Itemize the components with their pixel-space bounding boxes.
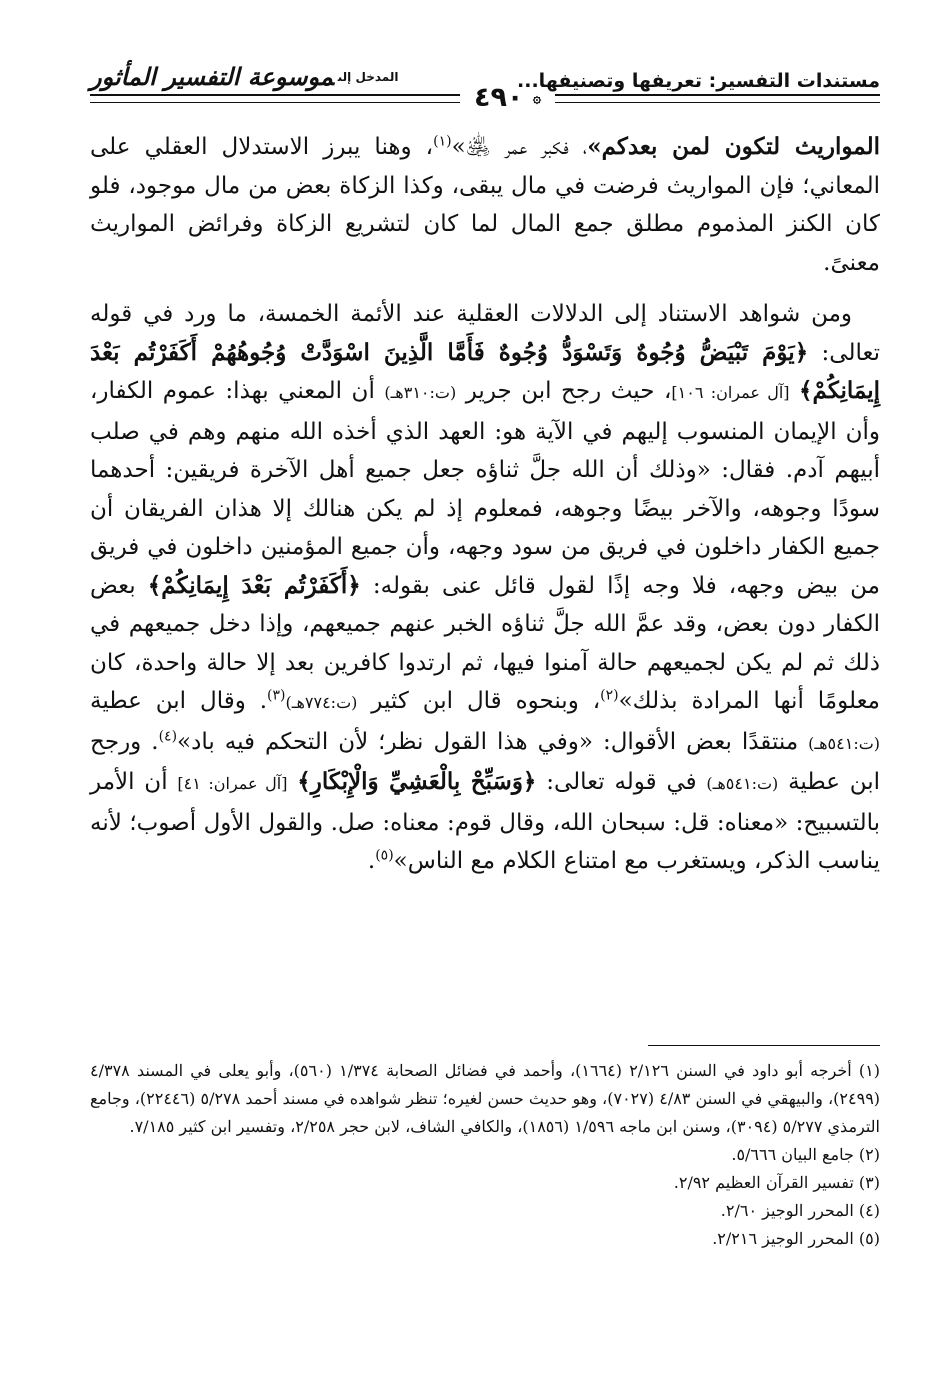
book-title <box>90 62 398 91</box>
death-date: (ت:٥٤١هـ) <box>808 733 881 753</box>
death-date: (ت:٣١٠هـ) <box>384 383 457 402</box>
death-date: (ت:٥٤١هـ) <box>706 774 779 793</box>
quran-verse-3: ﴿وَسَبِّحْ بِالْعَشِيِّ وَالْإِبْكَارِ﴾ <box>297 768 537 795</box>
footnote-3: (٣) تفسير القرآن العظيم ٢/٩٢. <box>673 1173 880 1192</box>
death-date: (ت:٧٧٤هـ) <box>285 693 358 712</box>
footnote-2: (٢) جامع البيان ٥/٦٦٦. <box>731 1145 880 1164</box>
footnotes <box>90 1057 880 1253</box>
paragraph-2: ومن شواهد الاستناد إلى الدلالات العقلية عند الأئمة الخمسة، ما ورد في قوله تعالى: ﴿يَوْمَ تَبْيَضُّ وُجُوهٌ وَتَسْوَدُّ وُجُوهٌ فَأَمَّا الَّذِينَ اسْوَدَّتْ وُجُوهُهُمْ أَكَفَرْتُم بَعْدَ إِيمَانِكُمْ﴾ [آل عمران: ١٠٦]، حيث رجح ابن جرير (ت:٣١٠هـ) أن المعني بهذا: عموم الكفار، وأن الإيمان المنسوب إليهم في الآية هو: العهد الذي أخذه الله منهم وهم في صلب أبيهم آدم. فقال: «وذلك أن الله جلَّ ثناؤه جعل جميع أهل الآخرة فريقين: أحدهما سودًا وجوهه، والآخر بيضًا وجوهه، فمعلوم إذ لم يكن هنالك إلا هذان الفريقان أن جميع الكفار داخلون في فريق من سود وجهه، وأن جميع المؤمنين داخلون في فريق من بيض وجهه، فلا وجه إذًا لقول قائل عنى بقوله: ﴿أَكَفَرْتُم بَعْدَ إِيمَانِكُمْ﴾ بعض الكفار دون بعض، وقد عمَّ الله جلَّ ثناؤه الخبر عنهم جميعهم، وإذا دخل جميعهم في ذلك ثم لم يكن لجميعهم حالة آمنوا فيها، ثم ارتدوا كافرين بعد إلا حالة واحدة، كان معلومًا أنها المرادة بذلك»$^{(٢)}$، وبنحوه قال ابن كثير (ت:٧٧٤هـ)$^{(٣)}$. وقال ابن عطية (ت:٥٤١هـ) منتقدًا بعض الأقوال: «وفي هذا القول نظر؛ لأن التحكم فيه باد»$^{(٤)}$. ورجح ابن عطية (ت:٥٤١هـ) في قوله تعالى: ﴿وَسَبِّحْ بِالْعَشِيِّ وَالْإِبْكَارِ﴾ [آل عمران: ٤١] أن الأمر بالتسبيح: «معناه: قل: سبحان الله، وقال قوم: معناه: صل. والقول الأول أصوب؛ لأنه يناسب الذكر، ويستغرب مع امتناع الكلام مع الناس»$^{(٥)}$. <box>90 301 881 874</box>
page-number <box>460 82 555 113</box>
book-title-logo: موسوعة التفسير المأثور <box>90 62 334 91</box>
header-rule-right <box>555 94 880 103</box>
header-rule-left <box>90 94 460 103</box>
paragraph-1: المواريث لتكون لمن بعدكم»، فكبر عمر ﵁»$^{(١)}$، وهنا يبرز الاستدلال العقلي على المعاني؛ فإن المواريث فرضت في مال يبقى، وكذا الزكاة بعض من مال موجود، فلو كان الكنز المذموم مطلق جمع المال لما كان لتشريع الزكاة وفرائض المواريث معنىً. <box>90 133 880 276</box>
verse-ref-2: [آل عمران: ٤١] <box>177 774 288 793</box>
page-number-value: ٤٩٠ <box>473 82 524 113</box>
footnote-ref-1: (١) <box>433 133 452 150</box>
bold-lead: المواريث لتكون لمن بعدكم» <box>587 133 880 160</box>
footnote-ref-2: (٢) <box>600 687 619 704</box>
ornament-icon: ۞ <box>532 90 542 107</box>
footnote-1: (١) أخرجه أبو داود في السنن ٢/١٢٦ (١٦٦٤)، وأحمد في فضائل الصحابة ١/٣٧٤ (٥٦٠)، وأبو يعلى في المسند ٤/٣٧٨ (٢٤٩٩)، والبيهقي في السنن ٤/٨٣ (٧٠٢٧)، وهو حديث حسن لغيره؛ تنظر شواهده في مسند أحمد ٥/٢٧٨ (٢٢٤٤٦)، وجامع الترمذي ٥/٢٧٧ (٣٠٩٤)، وسنن ابن ماجه ١/٥٩٦ (١٨٥٦)، والكافي الشاف، لابن حجر ٢/٢٥٨، وتفسير ابن كثير ٧/١٨٥. <box>90 1061 881 1136</box>
quran-verse-1: ﴿يَوْمَ تَبْيَضُّ وُجُوهٌ وَتَسْوَدُّ وُجُوهٌ فَأَمَّا الَّذِينَ اسْوَدَّتْ وُجُوهُهُمْ أَكَفَرْتُم بَعْدَ إِيمَانِكُمْ﴾ <box>90 338 881 404</box>
quran-verse-2: ﴿أَكَفَرْتُم بَعْدَ إِيمَانِكُمْ﴾ <box>147 571 361 599</box>
verse-ref-1: [آل عمران: ١٠٦] <box>671 383 790 402</box>
section-title: مستندات التفسير: تعريفها وتصنيفها... <box>517 70 880 92</box>
footnote-ref-5: (٥) <box>375 847 394 864</box>
main-text <box>90 128 880 881</box>
book-prefix: المدخل إلى <box>337 69 399 84</box>
footnote-ref-4: (٤) <box>158 727 178 744</box>
footnote-separator <box>648 1045 880 1046</box>
footnote-4: (٤) المحرر الوجيز ٢/٦٠. <box>720 1201 880 1220</box>
footnote-5: (٥) المحرر الوجيز ٢/٢١٦. <box>712 1229 880 1248</box>
footnote-ref-3: (٣) <box>267 687 286 704</box>
